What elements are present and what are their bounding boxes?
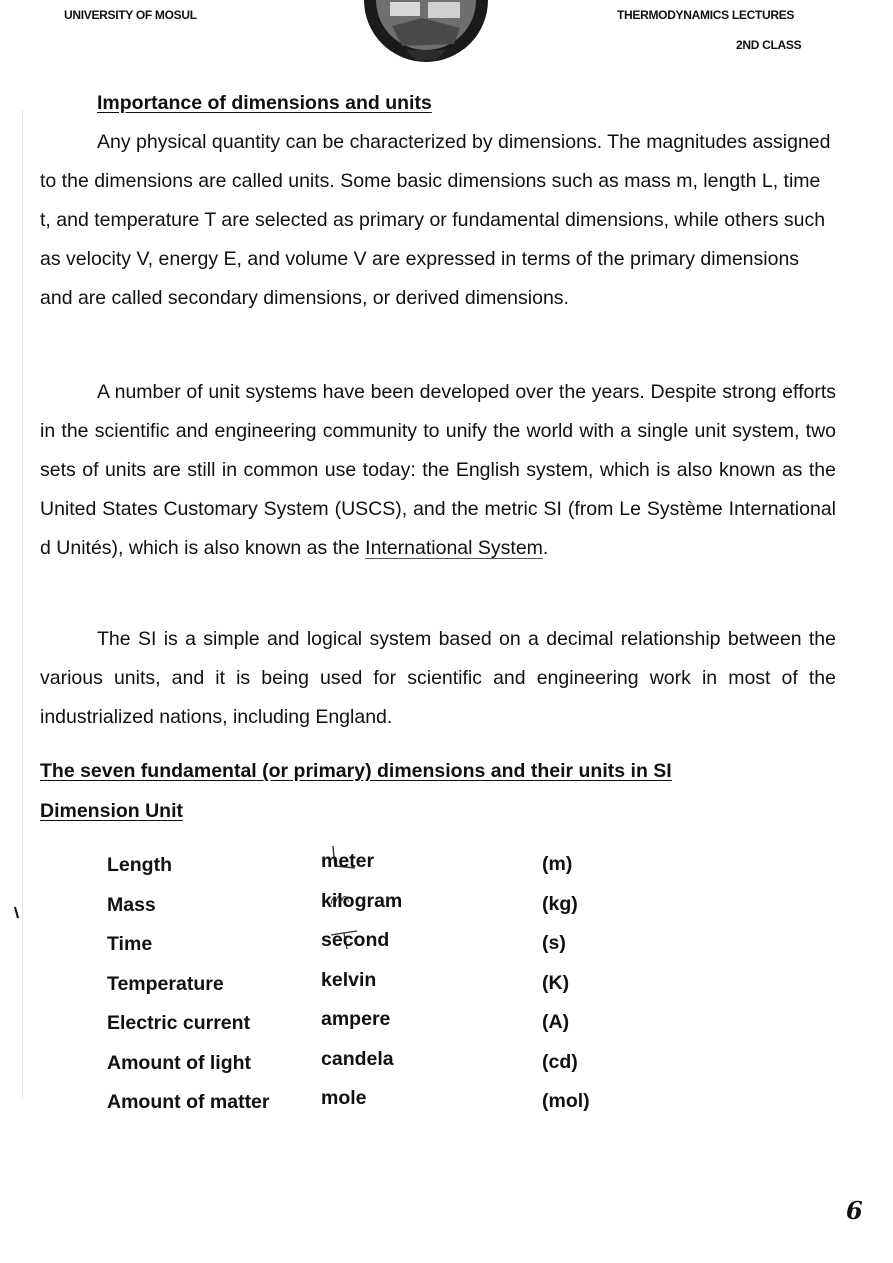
paragraph-2-start: A number of unit systems have been developed over the years. Despite strong efforts in the scientific and engineering community to unify the world with a single unit system, two sets of units are still in common use today: the English system, which is also known as the United States Customary System (USCS), and the metric SI (from Le Système International d Unités), which is also known as the (40, 381, 836, 559)
dimension-name: Amount of matter (107, 1091, 270, 1113)
section-title-seven-dimensions: The seven fundamental (or primary) dimensions and their units in SI (40, 760, 672, 782)
unit-name: candela (321, 1047, 394, 1070)
table-row (107, 1004, 627, 1044)
table-row (107, 1083, 627, 1123)
table-row (107, 925, 627, 965)
unit-symbol: (m) (542, 853, 573, 875)
dimension-name: Time (107, 933, 153, 955)
unit-symbol: (cd) (542, 1050, 578, 1073)
paragraph-unit-systems (40, 373, 836, 568)
pen-mark (14, 906, 20, 920)
unit-name: kilogram (321, 889, 403, 912)
table-row (107, 1044, 627, 1084)
dimension-name: Length (107, 854, 172, 876)
paragraph-2-end: . (542, 537, 549, 559)
header-university: UNIVERSITY OF MOSUL (64, 8, 197, 22)
unit-symbol: (kg) (542, 892, 578, 915)
dimension-name: Temperature (107, 972, 224, 995)
dimension-name: Amount of light (107, 1051, 252, 1074)
scan-margin-line (22, 110, 23, 1100)
unit-name: mole (321, 1087, 367, 1109)
table-row (107, 965, 627, 1005)
header-class: 2ND CLASS (736, 38, 802, 52)
unit-name: meter (321, 850, 375, 872)
unit-symbol: (s) (542, 932, 566, 954)
unit-name: kelvin (321, 968, 377, 991)
unit-symbol: (mol) (542, 1090, 590, 1112)
table-column-caption: Dimension Unit (40, 800, 184, 822)
header-course: THERMODYNAMICS LECTURES (617, 8, 795, 22)
international-system-underlined: International System (365, 537, 543, 559)
dimension-name: Electric current (107, 1012, 251, 1034)
university-seal-logo (362, 0, 490, 70)
unit-symbol: (K) (542, 971, 570, 994)
table-row (107, 886, 627, 926)
unit-symbol: (A) (542, 1011, 570, 1033)
paragraph-2-text (40, 373, 836, 568)
paragraph-dimensions (40, 123, 836, 318)
unit-name: ampere (321, 1008, 391, 1030)
table-row (107, 846, 627, 886)
page-number: 6 (846, 1196, 863, 1225)
dimension-name: Mass (107, 893, 156, 916)
paragraph-si-system (40, 620, 836, 737)
unit-name: second (321, 929, 390, 951)
si-dimensions-table (107, 846, 627, 1123)
paragraph-1-text: Any physical quantity can be characterized by dimensions. The magnitudes assigned to the dimensions are called units. Some basic dimensions such as mass m, length L, time t, and temperature T are selected as primary or fundamental dimensions, while others such as velocity V, energy E, and volume V are expressed in terms of the primary dimensions and are called secondary dimensions, or derived dimensions. (40, 131, 831, 309)
paragraph-3-text: The SI is a simple and logical system based on a decimal relationship between the various units, and it is being used for scientific and engineering work in most of the industrialized nations, including England. (40, 628, 836, 728)
section-title-importance: Importance of dimensions and units (97, 92, 432, 114)
